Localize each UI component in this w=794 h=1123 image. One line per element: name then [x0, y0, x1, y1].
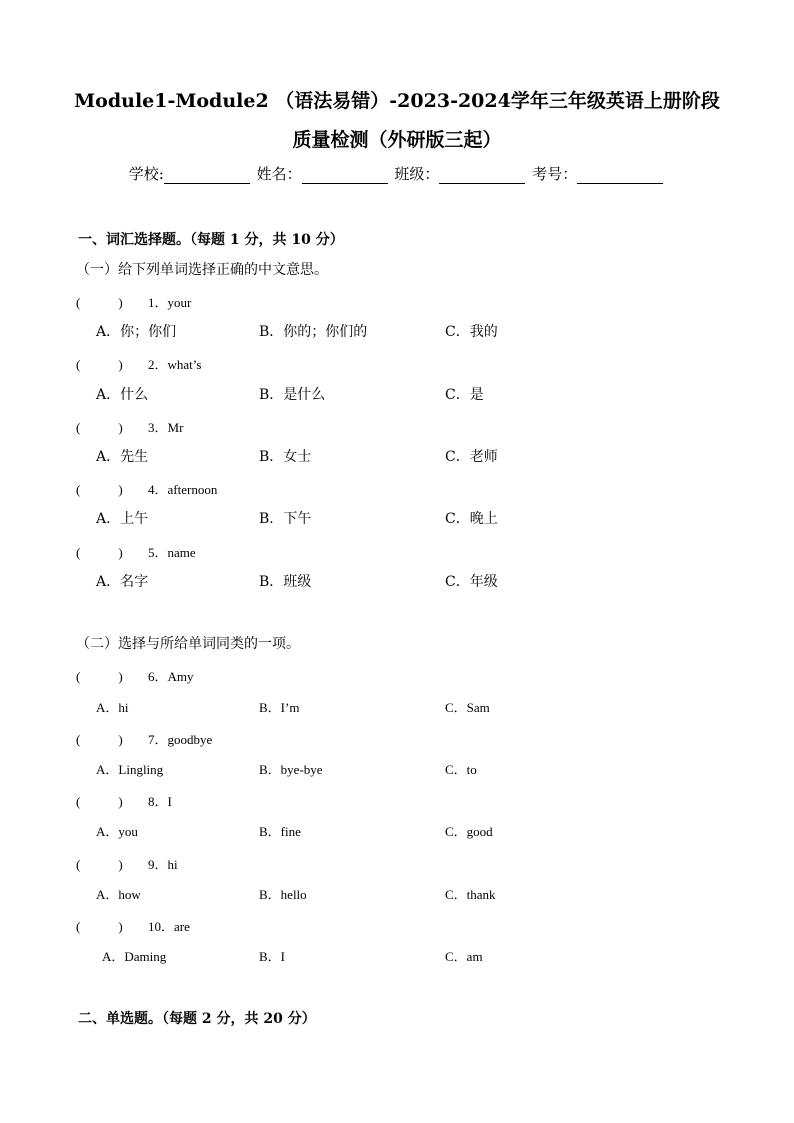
option-a: A．你；你们 [96, 324, 177, 340]
question-4 [76, 479, 217, 498]
question-number: 10． [148, 919, 175, 934]
section1-title: 一、词汇选择题。（每题 1 分，共 10 分） [78, 232, 344, 248]
class-blank[interactable] [439, 167, 525, 184]
paren-open: ( [76, 857, 81, 872]
option-b: B．I’m [259, 700, 300, 715]
question-number: 2． [148, 357, 168, 372]
option-c: C．to [445, 762, 477, 777]
paren-open: ( [76, 357, 81, 372]
option-a: A．什么 [96, 387, 149, 403]
paren-open: ( [76, 669, 81, 684]
option-c: C．thank [445, 887, 496, 902]
option-c: C．am [445, 949, 483, 964]
class-label: 班级： [394, 165, 440, 183]
option-b: B．你的；你们的 [259, 324, 368, 340]
question-number: 7． [148, 732, 168, 747]
question-3 [76, 417, 183, 436]
option-a: A．上午 [96, 511, 149, 527]
section2-title: 二、单选题。（每题 2 分，共 20 分） [78, 1011, 316, 1027]
question-number: 1． [148, 295, 168, 310]
id-label: 考号： [532, 165, 578, 183]
option-b: B．hello [259, 887, 307, 902]
question-9 [76, 854, 178, 873]
page-title-line-2: 质量检测（外研版三起） [292, 129, 502, 151]
paren-open: ( [76, 732, 81, 747]
paren-close: ) [118, 732, 123, 747]
question-7 [76, 729, 212, 748]
option-b: B．I [259, 949, 286, 964]
question-2 [76, 354, 201, 373]
question-word: Amy [167, 669, 194, 684]
option-c: C．年级 [445, 574, 498, 590]
option-b: B．是什么 [259, 387, 326, 403]
option-b: B．bye-bye [259, 762, 323, 777]
paren-close: ) [118, 669, 123, 684]
option-a: A．hi [96, 700, 129, 715]
question-number: 5． [148, 545, 168, 560]
section1-part2-title: （二）选择与所给单词同类的一项。 [76, 636, 300, 652]
paren-open: ( [76, 919, 81, 934]
paren-close: ) [118, 420, 123, 435]
paren-open: ( [76, 545, 81, 560]
school-label: 学校: [128, 165, 164, 183]
question-number: 3． [148, 420, 168, 435]
question-word: I [167, 794, 172, 809]
question-word: are [174, 919, 190, 934]
question-10 [76, 916, 190, 935]
question-word: your [167, 295, 192, 310]
paren-open: ( [76, 482, 81, 497]
option-c: C．Sam [445, 700, 490, 715]
question-word: name [167, 545, 196, 560]
student-info-line [0, 163, 794, 184]
paren-close: ) [118, 357, 123, 372]
school-blank[interactable] [164, 167, 250, 184]
paren-open: ( [76, 420, 81, 435]
question-number: 4． [148, 482, 168, 497]
paren-close: ) [118, 482, 123, 497]
question-5 [76, 542, 196, 561]
option-a: A．Lingling [96, 762, 164, 777]
section1-part1-title: （一）给下列单词选择正确的中文意思。 [76, 262, 328, 278]
option-a: A．名字 [96, 574, 149, 590]
question-6 [76, 666, 194, 685]
question-number: 9． [148, 857, 168, 872]
question-1 [76, 292, 191, 311]
paren-open: ( [76, 794, 81, 809]
question-word: hi [167, 857, 178, 872]
question-8 [76, 791, 172, 810]
option-c: C．晚上 [445, 511, 498, 527]
option-a: A．how [96, 887, 141, 902]
option-a: A．you [96, 824, 138, 839]
question-number: 8． [148, 794, 168, 809]
option-b: B．fine [259, 824, 301, 839]
name-blank[interactable] [302, 167, 388, 184]
paren-close: ) [118, 857, 123, 872]
name-label: 姓名： [256, 165, 302, 183]
question-word: what’s [167, 357, 202, 372]
option-b: B．女士 [259, 449, 312, 465]
paren-close: ) [118, 794, 123, 809]
paren-close: ) [118, 545, 123, 560]
option-a: A．Daming [102, 949, 167, 964]
question-word: afternoon [167, 482, 218, 497]
paren-close: ) [118, 295, 123, 310]
option-b: B．班级 [259, 574, 312, 590]
option-c: C．老师 [445, 449, 498, 465]
question-word: Mr [167, 420, 184, 435]
question-number: 6． [148, 669, 168, 684]
page-title-line-1: Module1-Module2 （语法易错）-2023-2024学年三年级英语上册阶段 [74, 90, 720, 112]
option-c: C．我的 [445, 324, 498, 340]
paren-open: ( [76, 295, 81, 310]
option-c: C．是 [445, 387, 484, 403]
option-a: A．先生 [96, 449, 149, 465]
option-b: B．下午 [259, 511, 312, 527]
option-c: C．good [445, 824, 493, 839]
paren-close: ) [118, 919, 123, 934]
question-word: goodbye [167, 732, 213, 747]
id-blank[interactable] [577, 167, 663, 184]
